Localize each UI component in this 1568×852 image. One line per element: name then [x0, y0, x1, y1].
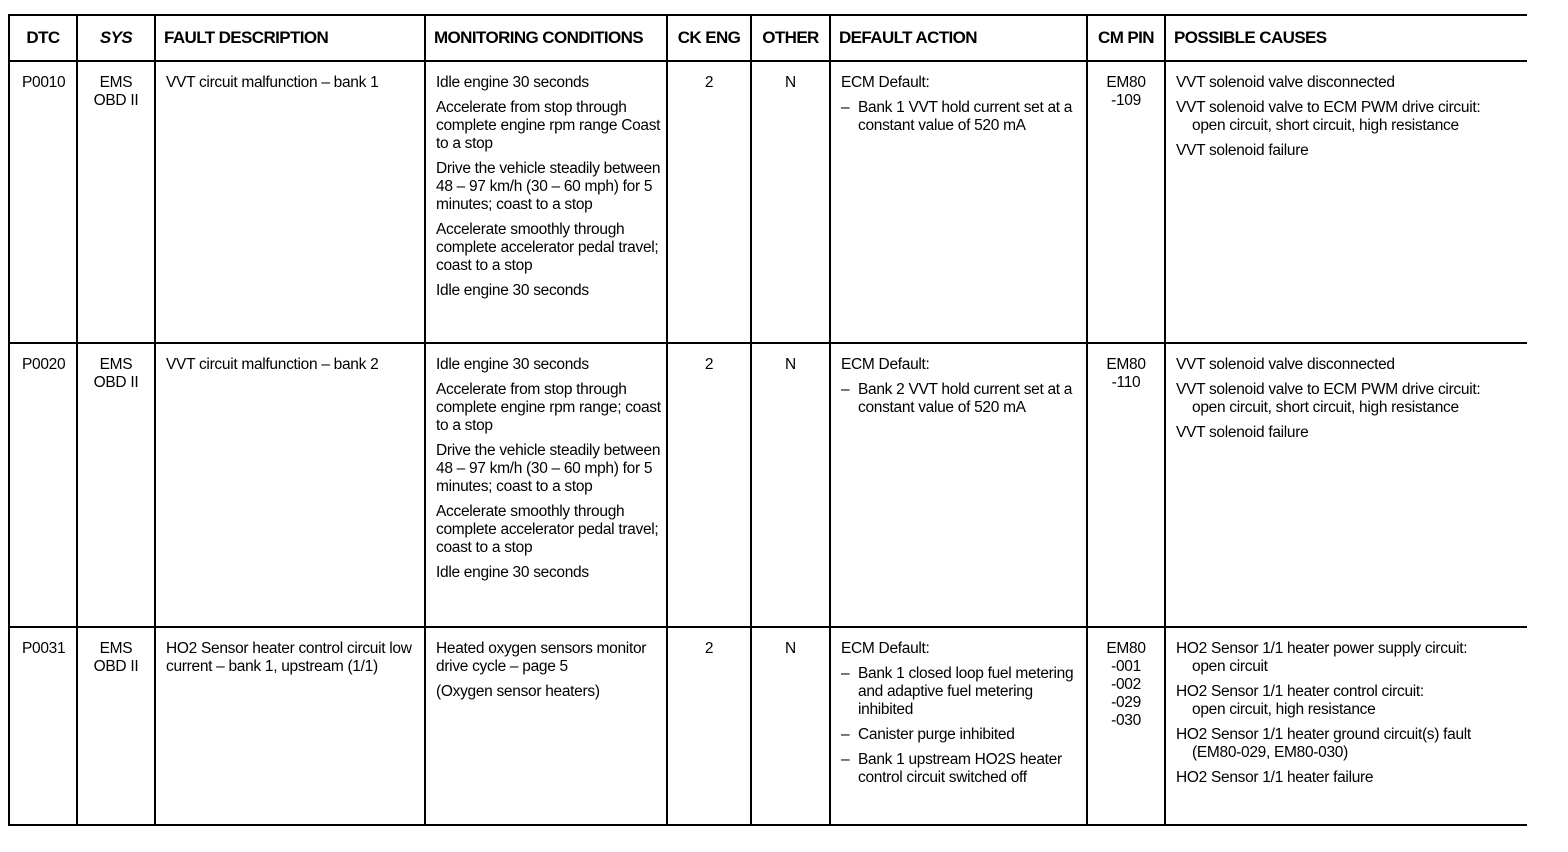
default-action-item: [841, 726, 1086, 744]
cm-pin-cell: [1087, 627, 1165, 825]
monitoring-step: Idle engine 30 seconds: [436, 356, 589, 373]
cause-main: HO2 Sensor 1/1 heater ground circuit(s) fault: [1176, 726, 1471, 743]
dtc-code: P0010: [9, 61, 77, 343]
monitoring-step: Idle engine 30 seconds: [436, 74, 589, 91]
cause-main: HO2 Sensor 1/1 heater failure: [1176, 769, 1374, 786]
possible-causes-cell: [1165, 61, 1527, 343]
sys-line: EMS: [99, 74, 133, 91]
cause-item: [1176, 424, 1527, 442]
monitoring-step: Idle engine 30 seconds: [436, 564, 589, 581]
monitoring-step: Drive the vehicle steadily between 48 – 97 km/h (30 – 60 mph) for 5 minutes; coast to a stop: [436, 442, 661, 495]
header-sys: SYS: [77, 15, 155, 61]
cause-item: [1176, 640, 1527, 676]
default-action-item: [841, 665, 1086, 719]
monitoring-step: Drive the vehicle steadily between 48 – 97 km/h (30 – 60 mph) for 5 minutes; coast to a stop: [436, 160, 661, 213]
sys-cell: [77, 61, 155, 343]
cause-sub: open circuit, short circuit, high resistance: [1192, 117, 1459, 134]
ck-eng-value: 2: [667, 61, 751, 343]
default-action-cell: [830, 627, 1087, 825]
cause-main: HO2 Sensor 1/1 heater control circuit:: [1176, 683, 1424, 700]
monitoring-step: (Oxygen sensor heaters): [436, 683, 600, 700]
default-action-title: ECM Default:: [841, 356, 930, 373]
cause-main: VVT solenoid valve to ECM PWM drive circuit:: [1176, 99, 1481, 116]
monitoring-step: Heated oxygen sensors monitor drive cycle – page 5: [436, 640, 647, 675]
dtc-code: P0020: [9, 343, 77, 627]
cm-pin-line: -030: [1111, 712, 1141, 729]
dtc-sheet: [8, 14, 1526, 826]
monitoring-cell: [425, 343, 667, 627]
table-row: [9, 343, 1527, 627]
dtc-table: [8, 14, 1527, 826]
header-ck-eng: CK ENG: [667, 15, 751, 61]
cause-main: VVT solenoid valve to ECM PWM drive circuit:: [1176, 381, 1481, 398]
monitoring-step: Accelerate smoothly through complete accelerator pedal travel; coast to a stop: [436, 221, 659, 274]
header-default-action: DEFAULT ACTION: [830, 15, 1087, 61]
monitoring-step: Accelerate from stop through complete engine rpm range Coast to a stop: [436, 99, 661, 152]
cm-pin-cell: [1087, 61, 1165, 343]
sys-line: EMS: [99, 640, 133, 657]
ck-eng-value: 2: [667, 627, 751, 825]
sys-line: OBD II: [93, 374, 139, 391]
other-value: N: [751, 343, 830, 627]
fault-description: VVT circuit malfunction – bank 2: [155, 343, 425, 627]
cm-pin-line: EM80: [1106, 74, 1146, 91]
header-possible-causes: POSSIBLE CAUSES: [1165, 15, 1527, 61]
default-action-title: ECM Default:: [841, 74, 930, 91]
cause-main: VVT solenoid failure: [1176, 142, 1309, 159]
cm-pin-cell: [1087, 343, 1165, 627]
dash-bullet-icon: –: [841, 751, 850, 768]
default-action-item: [841, 99, 1086, 135]
dash-bullet-icon: –: [841, 665, 850, 682]
cause-main: VVT solenoid failure: [1176, 424, 1309, 441]
cause-item: [1176, 356, 1527, 374]
cause-sub: open circuit, high resistance: [1192, 701, 1376, 718]
cm-pin-line: -029: [1111, 694, 1141, 711]
default-action-text: Bank 1 VVT hold current set at a constant value of 520 mA: [858, 99, 1073, 134]
other-value: N: [751, 627, 830, 825]
cause-item: [1176, 74, 1527, 92]
sys-cell: [77, 343, 155, 627]
monitoring-step: Accelerate smoothly through complete accelerator pedal travel; coast to a stop: [436, 503, 659, 556]
monitoring-cell: [425, 61, 667, 343]
sys-cell: [77, 627, 155, 825]
table-row: [9, 627, 1527, 825]
default-action-text: Bank 1 upstream HO2S heater control circuit switched off: [858, 751, 1062, 786]
default-action-item: [841, 751, 1086, 787]
cause-item: [1176, 683, 1527, 719]
cm-pin-line: -001: [1111, 658, 1141, 675]
cm-pin-line: EM80: [1106, 356, 1146, 373]
cause-sub: open circuit: [1192, 658, 1268, 675]
header-dtc: DTC: [9, 15, 77, 61]
fault-description: VVT circuit malfunction – bank 1: [155, 61, 425, 343]
cm-pin-line: -002: [1111, 676, 1141, 693]
cause-item: [1176, 99, 1527, 135]
cm-pin-line: -109: [1111, 92, 1141, 109]
cause-sub: (EM80-029, EM80-030): [1192, 744, 1348, 761]
cause-main: HO2 Sensor 1/1 heater power supply circuit:: [1176, 640, 1468, 657]
default-action-cell: [830, 343, 1087, 627]
sys-line: EMS: [99, 356, 133, 373]
default-action-cell: [830, 61, 1087, 343]
monitoring-cell: [425, 627, 667, 825]
monitoring-step: Idle engine 30 seconds: [436, 282, 589, 299]
possible-causes-cell: [1165, 343, 1527, 627]
dash-bullet-icon: –: [841, 726, 850, 743]
dash-bullet-icon: –: [841, 99, 850, 116]
default-action-item: [841, 381, 1086, 417]
cause-item: [1176, 726, 1527, 762]
ck-eng-value: 2: [667, 343, 751, 627]
cause-sub: open circuit, short circuit, high resistance: [1192, 399, 1459, 416]
other-value: N: [751, 61, 830, 343]
default-action-text: Bank 1 closed loop fuel metering and adaptive fuel metering inhibited: [858, 665, 1074, 718]
cause-main: VVT solenoid valve disconnected: [1176, 74, 1395, 91]
header-fault-description: FAULT DESCRIPTION: [155, 15, 425, 61]
header-monitoring-conditions: MONITORING CONDITIONS: [425, 15, 667, 61]
cause-item: [1176, 142, 1527, 160]
default-action-text: Canister purge inhibited: [858, 726, 1015, 743]
possible-causes-cell: [1165, 627, 1527, 825]
fault-description: HO2 Sensor heater control circuit low current – bank 1, upstream (1/1): [155, 627, 425, 825]
cause-item: [1176, 769, 1527, 787]
table-row: [9, 61, 1527, 343]
sys-line: OBD II: [93, 92, 139, 109]
default-action-text: Bank 2 VVT hold current set at a constant value of 520 mA: [858, 381, 1073, 416]
cm-pin-line: -110: [1111, 374, 1141, 391]
cause-main: VVT solenoid valve disconnected: [1176, 356, 1395, 373]
sys-line: OBD II: [93, 658, 139, 675]
header-other: OTHER: [751, 15, 830, 61]
cm-pin-line: EM80: [1106, 640, 1146, 657]
cause-item: [1176, 381, 1527, 417]
default-action-title: ECM Default:: [841, 640, 930, 657]
dash-bullet-icon: –: [841, 381, 850, 398]
dtc-code: P0031: [9, 627, 77, 825]
monitoring-step: Accelerate from stop through complete engine rpm range; coast to a stop: [436, 381, 661, 434]
header-cm-pin: CM PIN: [1087, 15, 1165, 61]
header-row: [9, 15, 1527, 61]
